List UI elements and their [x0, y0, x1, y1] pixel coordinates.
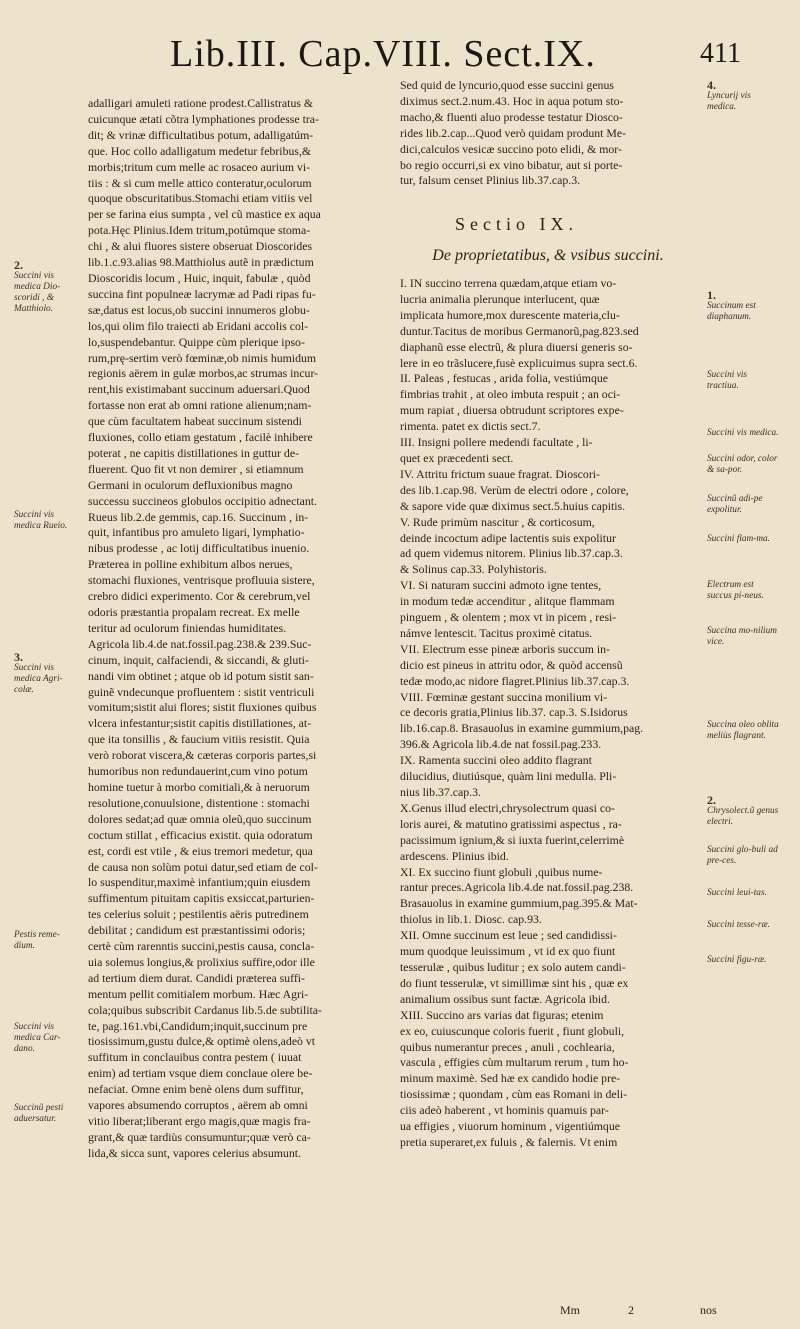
- text-line: lo suspenditur,maximè infantium;quin eiusdem: [88, 875, 311, 890]
- text-line: pota.Hęc Plinius.Idem tritum,potúmque stoma-: [88, 223, 311, 238]
- left-column: [88, 96, 390, 1162]
- text-line: minum maximè. Sed hæ ex candido hodie pre-: [400, 1071, 621, 1086]
- text-line: I. IN succino terrena quædam,atque etiam vo-: [400, 276, 617, 290]
- margin-note-text: Succinum est diaphanum.: [707, 301, 756, 322]
- text-line: tiis : & si cum melle attico conteratur,oculorum: [88, 175, 312, 190]
- text-line: fortasse non erat ab omni ratione alienum;nam-: [88, 398, 312, 413]
- text-line: vitio liberat;liberant ergo magis,quæ magis fra-: [88, 1114, 311, 1128]
- margin-note-number: 3.: [14, 650, 23, 664]
- margin-note: [14, 510, 80, 532]
- right-column-top: [400, 78, 690, 189]
- text-line: implicata humore,mox durescente materia,clu-: [400, 307, 620, 322]
- text-line: XI. Ex succino fiunt globuli ,quibus nume-: [400, 864, 603, 879]
- text-line: Rueus lib.2.de gemmis, cap.16. Succinum , in-: [88, 509, 309, 524]
- text-line: tesserulæ , quibus luditur ; ex solo autem candi-: [400, 959, 626, 974]
- margin-note-text: Succina mo-nilium vice.: [707, 626, 777, 647]
- margin-note: [707, 888, 779, 899]
- margin-note-text: Succini flam-ma.: [707, 534, 770, 544]
- text-line: que. Hoc collo adalligatum medetur febribus,&: [88, 143, 312, 158]
- text-line: lucria animalia plerunque interlucent, quæ: [400, 291, 600, 306]
- text-line: sæ,datus est locus,ob succini innumeros globu-: [88, 302, 310, 317]
- text-line: rent,his existimabant succinum aduersari.Quod: [88, 382, 310, 397]
- text-line: III. Insigni pollere medendi facultate , li-: [400, 435, 593, 450]
- text-line: rantur preces.Agricola lib.4.de nat.fossil.pag.238.: [400, 880, 634, 895]
- text-line: tur, falsum censet Plinius lib.37.cap.3.: [400, 173, 581, 188]
- text-line: duntur.Tacitus de moribus Germanorũ,pag.823.sed: [400, 323, 639, 338]
- text-line: lib.16.cap.8. Brasauolus in examine gummium,pag.: [400, 721, 644, 736]
- running-header: [0, 20, 800, 80]
- margin-note-text: Succini vis tractiua.: [707, 370, 748, 391]
- text-line: regionis aërem in gulæ morbos,ac strumas incur-: [88, 366, 319, 381]
- signature-mark: Mm: [560, 1303, 581, 1317]
- text-line: per se farina eius sumpta , vel cũ mastice ex aqua: [88, 207, 321, 222]
- signature-number: 2: [628, 1303, 634, 1317]
- text-line: deinde incoctum adipe lactentis suis expolitur: [400, 530, 616, 545]
- text-line: suffitum in conclauibus contra pestem ( iuuat: [88, 1050, 302, 1065]
- text-line: lib.1.c.93.alias 98.Matthiolus autẽ in prædictum: [88, 255, 314, 270]
- margin-note-text: Succina oleo oblita meliùs flagrant.: [707, 720, 779, 741]
- text-line: lere in eo trãslucere,fusè explicuimus supra sect.6.: [400, 355, 638, 370]
- text-line: tes celerius soluit ; pestilentis aëris putredinem: [88, 907, 309, 922]
- margin-note-text: Electrum est succus pi-neus.: [707, 580, 764, 601]
- text-line: mentum pellit comitialem morbum. Hæc Agri-: [88, 986, 309, 1001]
- text-line: chi , & alui fluores sistere obseruat Dioscorides: [88, 239, 313, 254]
- text-line: mum quodque leuissimum , vt id ex quo fiunt: [400, 944, 616, 959]
- margin-note-text: Succini leui-tas.: [707, 888, 767, 898]
- text-line: rides lib.2.cap...Quod verò quidam produnt Me-: [400, 125, 627, 140]
- text-line: cola;quibus subscribit Cardanus lib.5.de subtilita-: [88, 1002, 322, 1017]
- margin-note-number: 1.: [707, 288, 716, 302]
- text-line: quibus numerantur preces , anuli , cochlearia,: [400, 1039, 615, 1054]
- text-line: ce decoris gratia,Plinius lib.37. cap.3. S.Isidorus: [400, 705, 628, 720]
- margin-note: [707, 845, 779, 867]
- text-line: fluerent. Quo fit vt non demirer , si etiamnum: [88, 461, 304, 476]
- margin-note-text: Succinũ adi-pe expolitur.: [707, 494, 763, 515]
- text-line: diaphanũ esse electrũ, & plura diuersi generis so-: [400, 339, 633, 354]
- text-line: vascula , effigies cùm multarum rerum , tum ho-: [400, 1055, 629, 1070]
- margin-note: [14, 930, 80, 952]
- text-line: II. Paleas , festucas , arida folia, vestiúmque: [400, 371, 609, 386]
- text-line: ex eo, cuiuscunque coloris fuerit , fiunt globuli,: [400, 1023, 625, 1038]
- margin-note: [14, 1022, 80, 1055]
- text-line: VI. Si naturam succini admoto igne tentes,: [400, 578, 602, 593]
- text-line: loris aurei, & matutino gratissimi aspectus , ra-: [400, 816, 622, 831]
- right-column: [400, 276, 690, 1151]
- margin-note: [707, 795, 779, 828]
- margin-note-text: Succini figu-ræ.: [707, 955, 767, 965]
- text-line: est, cordi est vtile , & eius tremori medetur, qua: [88, 843, 313, 858]
- margin-note-text: Succini tesse-ræ.: [707, 920, 770, 930]
- text-line: poterat , ne capitis distillationes in guttur de-: [88, 445, 299, 460]
- margin-note-text: Chrysolect.ũ genus electri.: [707, 806, 779, 827]
- text-line: los,qui olim filo traiecti ab Eridani accolis col-: [88, 318, 309, 333]
- text-line: guinẽ vndecunque profluentem : sistit ventriculi: [88, 684, 315, 699]
- text-line: debilitat ; candidum est præstantissimi odoris;: [88, 923, 306, 938]
- text-line: lida,& sicca sunt, vapores celerius absumunt.: [88, 1145, 301, 1160]
- text-line: teritur ad oculorum finiendas humiditates.: [88, 620, 287, 635]
- text-line: nefaciat. Omne enim benè olens dum suffitur,: [88, 1082, 304, 1097]
- text-line: morbis;tritum cum melle ac rosaceo aurium vi-: [88, 159, 311, 174]
- text-line: enim) ad tertiam vsque diem conclaue olere be-: [88, 1066, 313, 1081]
- text-line: XIII. Succino ars varias dat figuras; etenim: [400, 1007, 604, 1022]
- text-line: thiolus in lib.1. Diosc. cap.93.: [400, 912, 542, 927]
- text-line: successu succineos globulos occipitio adnectant.: [88, 493, 317, 508]
- text-line: dilucidius, diutiúsque, quàm lini medulla. Pli-: [400, 769, 617, 784]
- text-line: V. Rude primùm nascitur , & corticosum,: [400, 514, 595, 529]
- text-line: stomachi fluxiones, ventrisque profluuia sistere,: [88, 573, 315, 588]
- text-line: crebro didici experimento. Cor & cerebrum,vel: [88, 589, 311, 604]
- text-line: fimbrias trahit , at oleo imbuta respuit ; an oci-: [400, 387, 621, 402]
- text-line: que ita tonsillis , & faucium vitiis resistit. Quia: [88, 732, 310, 747]
- text-line: dit; & vrinæ difficultatibus potum, adalligatúm-: [88, 127, 314, 142]
- margin-note: [14, 260, 80, 315]
- text-line: diximus sect.2.num.43. Hoc in aqua potum sto-: [400, 93, 624, 108]
- text-line: resolutione,conuulsione, distentione : stomachi: [88, 795, 310, 810]
- margin-note: [707, 370, 779, 392]
- text-line: Sed quid de lyncurio,quod esse succini genus: [400, 78, 614, 92]
- text-line: X.Genus illud electri,chrysolectrum quasi co-: [400, 800, 615, 815]
- margin-note: [707, 534, 779, 545]
- text-line: & Solinus cap.33. Polyhistoris.: [400, 562, 547, 577]
- text-line: bo regio occurri,si ex vino bibatur, aut si porte-: [400, 157, 623, 172]
- text-line: pretia superaret,ex fuluis , & falernis. Vt enim: [400, 1134, 618, 1149]
- margin-note-number: 4.: [707, 78, 716, 92]
- text-line: rimenta. patet ex dictis sect.7.: [400, 419, 541, 434]
- margin-note-text: Succini vis medica Agri-colæ.: [14, 663, 63, 695]
- text-line: suffimentum pituitam capitis exsiccat,parturien-: [88, 891, 315, 906]
- margin-note: [14, 1103, 80, 1125]
- text-line: tedæ modo,ac nidore flagret.Plinius lib.37.cap.3.: [400, 673, 630, 688]
- margin-note: [707, 580, 779, 602]
- text-line: odoris præstantia propalam recreat. Ex melle: [88, 605, 300, 619]
- text-line: ad tertium diem durat. Candidi præterea suffi-: [88, 970, 305, 985]
- margin-note: [707, 720, 779, 742]
- margin-note-text: Succinũ pesti aduersatur.: [14, 1103, 64, 1124]
- text-line: & sapore vide quæ diximus sect.5.huius capitis.: [400, 498, 626, 513]
- text-line: quet ex præcedenti sect.: [400, 450, 514, 465]
- text-line: Germani in oculorum defluxionibus magno: [88, 477, 293, 492]
- text-line: lo,suspendebantur. Quippe cùm plerique ipso-: [88, 334, 305, 349]
- text-line: do fiunt tesserulæ, vt simillimæ sint his , quæ ex: [400, 975, 629, 990]
- margin-note-text: Succini vis medica.: [707, 428, 779, 438]
- margin-note: [707, 494, 779, 516]
- margin-note-text: Pestis reme-dium.: [14, 930, 60, 951]
- text-line: vapores absumendo corruptos , aërem ab omni: [88, 1098, 308, 1113]
- text-line: ad quem videmus nitorem. Plinius lib.37.cap.3.: [400, 546, 623, 561]
- text-line: que cùm facultatem habeat succinum sistendi: [88, 414, 302, 429]
- text-line: succina fint populneæ lacrymæ ad Padi ripas fu-: [88, 286, 316, 301]
- text-line: VII. Electrum esse pineæ arboris succum in-: [400, 641, 610, 656]
- text-line: rum,prę-sertim verò fœminæ,ob nimis humidum: [88, 350, 317, 365]
- text-line: Brasauolus in examine gummium,pag.395.& Mat-: [400, 896, 638, 911]
- text-line: cinum, inquit, calfaciendi, & siccandi, & gluti-: [88, 652, 309, 667]
- text-line: pinguem , & olentem ; mox vt in picem , resi-: [400, 610, 617, 625]
- text-line: mum rapiat , diuersa obtrudunt scriptores expe-: [400, 403, 624, 418]
- text-line: ciis adeò haberent , vt hominis quamuis par-: [400, 1103, 609, 1118]
- section-heading: Sectio IX.: [455, 214, 578, 234]
- text-line: quoque obscuritatibus.Stomachi etiam vitiis vel: [88, 191, 313, 206]
- margin-note-text: Succini vis medica Dio-scoridi , & Matthiolo.: [14, 271, 61, 314]
- text-line: macho,& fluenti aluo prodesse testatur Diosco-: [400, 109, 623, 124]
- margin-note-text: Lyncurij vis medica.: [707, 91, 751, 112]
- text-line: cuicunque ætati cõtra lymphationes prodesse tra-: [88, 111, 319, 126]
- text-line: certè cùm rarenntis succini,pestis causa, concla-: [88, 939, 315, 954]
- text-line: dici,calculos vesicæ succino poto elidi, & mor-: [400, 141, 622, 156]
- text-line: tiosissimæ ; quondam , cùm eas Romani in deli-: [400, 1087, 628, 1102]
- text-line: nandi vim obtinet ; atque ob id potum sistit san-: [88, 668, 314, 683]
- running-title: Lib.III. Cap.VIII. Sect.IX.: [170, 33, 596, 75]
- text-line: adalligari amuleti ratione prodest.Callistratus &: [88, 96, 314, 110]
- margin-note-text: Succini vis medica Rueio.: [14, 510, 68, 531]
- text-line: ardescens. Plinius ibid.: [400, 848, 509, 863]
- margin-note: [707, 920, 779, 931]
- text-line: 396.& Agricola lib.4.de nat fossil.pag.233.: [400, 737, 602, 752]
- margin-note: [707, 80, 779, 113]
- margin-note: [14, 652, 80, 696]
- text-line: VIII. Fœminæ gestant succina monilium vi-: [400, 689, 608, 704]
- text-line: de causa non solùm potui datur,sed etiam de col-: [88, 859, 318, 874]
- text-line: nius lib.37.cap.3.: [400, 785, 481, 799]
- text-line: Præterea in polline exhibitum albos nerues,: [88, 557, 293, 572]
- margin-note: [707, 290, 779, 323]
- margin-note: [707, 955, 779, 966]
- text-line: pacissimum ignium,& si iuxta fuerint,celerrimè: [400, 832, 625, 847]
- text-line: dicio est pineus in attritu odor, & quòd accensũ: [400, 657, 623, 672]
- text-line: humoribus non redundauerint,cum vino potum: [88, 764, 308, 779]
- text-line: in modum tedæ accenditur , alitque flammam: [400, 594, 615, 609]
- margin-note-text: Succini vis medica Car-dano.: [14, 1022, 61, 1054]
- catchword: nos: [700, 1303, 717, 1317]
- text-line: tiosissimum,gustu dulce,& optimè olens,adeò vt: [88, 1034, 316, 1049]
- text-line: fluxiones, collo etiam gestatum , facilè inhibere: [88, 430, 313, 445]
- text-line: námve lentescit. Tacitus proximè citatus.: [400, 625, 593, 640]
- text-line: te, pag.161.vbi,Candidum;inquit,succinum pre: [88, 1018, 308, 1033]
- text-line: Dioscoridis locum , Huic, inquit, fabulæ , quòd: [88, 270, 311, 285]
- margin-note: [707, 428, 779, 439]
- text-line: IV. Attritu frictum suaue fragrat. Dioscori-: [400, 466, 600, 481]
- text-line: quit, infantibus pro amuleto ligari, lymphatio-: [88, 525, 305, 540]
- text-line: vomitum;sistit alui flores; sistit fluxiones quibus: [88, 700, 317, 715]
- text-line: nibus prodesse , ac lotij difficultatibus inuenio.: [88, 541, 310, 556]
- section-subtitle: De proprietatibus, & vsibus succini.: [432, 247, 664, 264]
- text-line: homine tuetur à morbo comitiali,& à neruorum: [88, 779, 310, 794]
- text-line: coctum stillat , efficacius existit. quia odoratum: [88, 827, 313, 842]
- margin-note-text: Succini glo-buli ad pre-ces.: [707, 845, 778, 866]
- text-line: ua effigies , viuorum hominum , vigentiúmque: [400, 1119, 620, 1134]
- margin-note-number: 2.: [14, 258, 23, 272]
- text-line: verò roborat viscera,& cæteras corporis partes,si: [88, 748, 317, 763]
- text-line: vlcera infestantur;sistit capitis distillationes, at-: [88, 716, 312, 731]
- margin-note-number: 2.: [707, 793, 716, 807]
- text-line: IX. Ramenta succini oleo addito flagrant: [400, 753, 592, 768]
- text-line: uia solemus longius,& prolixius suffire,odor ille: [88, 954, 315, 969]
- margin-note: [707, 626, 779, 648]
- margin-note: [707, 454, 779, 476]
- margin-note-text: Succini odor, color & sa-por.: [707, 454, 778, 475]
- page-number: 411: [700, 38, 741, 69]
- text-line: des lib.1.cap.98. Verùm de electri odore , colore,: [400, 482, 629, 497]
- text-line: dolores sedat;ad quæ omnia oleũ,quo succinum: [88, 811, 312, 826]
- text-line: animalium ossibus sunt factæ. Agricola ibid.: [400, 991, 611, 1006]
- text-line: grant,& quæ tardiùs consumuntur;quæ verò ca-: [88, 1129, 311, 1144]
- text-line: Agricola lib.4.de nat.fossil.pag.238.& 239.Suc-: [88, 636, 312, 651]
- text-line: XII. Omne succinum est leue ; sed candidissi-: [400, 928, 617, 943]
